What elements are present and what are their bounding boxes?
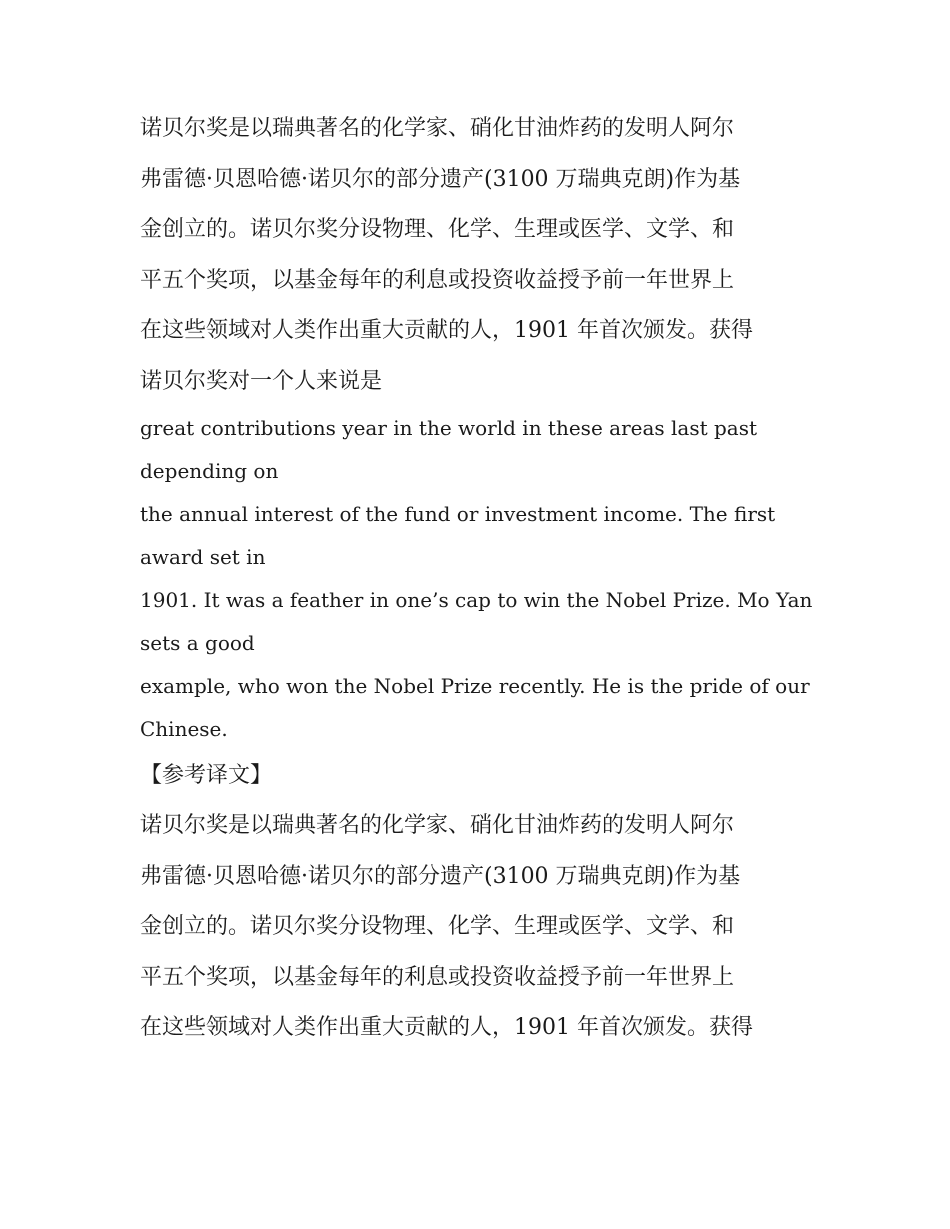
text-line: 在这些领域对人类作出重大贡献的人，1901 年首次颁发。获得 (140, 1015, 753, 1040)
text-line: 弗雷德·贝恩哈德·诺贝尔的部分遗产(3100 万瑞典克朗)作为基 (140, 166, 741, 192)
text-line: 诺贝尔奖是以瑞典著名的化学家、硝化甘油炸药的发明人阿尔 (140, 813, 735, 838)
text-line: 金创立的。诺贝尔奖分设物理、化学、生理或医学、文学、和 (140, 217, 735, 242)
text-line: 1901. It was a feather in one’s cap to win the Nobel Prize. Mo Yan (140, 588, 813, 612)
text-line: 在这些领域对人类作出重大贡献的人，1901 年首次颁发。获得 (140, 318, 753, 343)
text-line: the annual interest of the fund or investment income. The first (140, 502, 776, 526)
document-page (140, 104, 820, 1054)
text-line: example, who won the Nobel Prize recently. He is the pride of our (140, 674, 810, 698)
reference-translation-heading: 【参考译文】 (140, 763, 273, 788)
text-line: 弗雷德·贝恩哈德·诺贝尔的部分遗产(3100 万瑞典克朗)作为基 (140, 863, 741, 889)
text-line: 诺贝尔奖是以瑞典著名的化学家、硝化甘油炸药的发明人阿尔 (140, 116, 735, 141)
text-line: 平五个奖项，以基金每年的利息或投资收益授予前一年世界上 (140, 267, 735, 293)
text-line: 平五个奖项，以基金每年的利息或投资收益授予前一年世界上 (140, 964, 735, 990)
text-line: 金创立的。诺贝尔奖分设物理、化学、生理或医学、文学、和 (140, 914, 735, 939)
text-line: depending on (140, 459, 279, 483)
text-line: sets a good (140, 631, 255, 655)
text-line: great contributions year in the world in these areas last past (140, 416, 758, 440)
chinese-paragraph-1 (140, 104, 820, 407)
english-paragraph (140, 407, 820, 751)
text-line: Chinese. (140, 717, 228, 741)
chinese-paragraph-2 (140, 801, 820, 1054)
text-line: 诺贝尔奖对一个人来说是 (140, 368, 383, 394)
text-line: award set in (140, 545, 266, 569)
